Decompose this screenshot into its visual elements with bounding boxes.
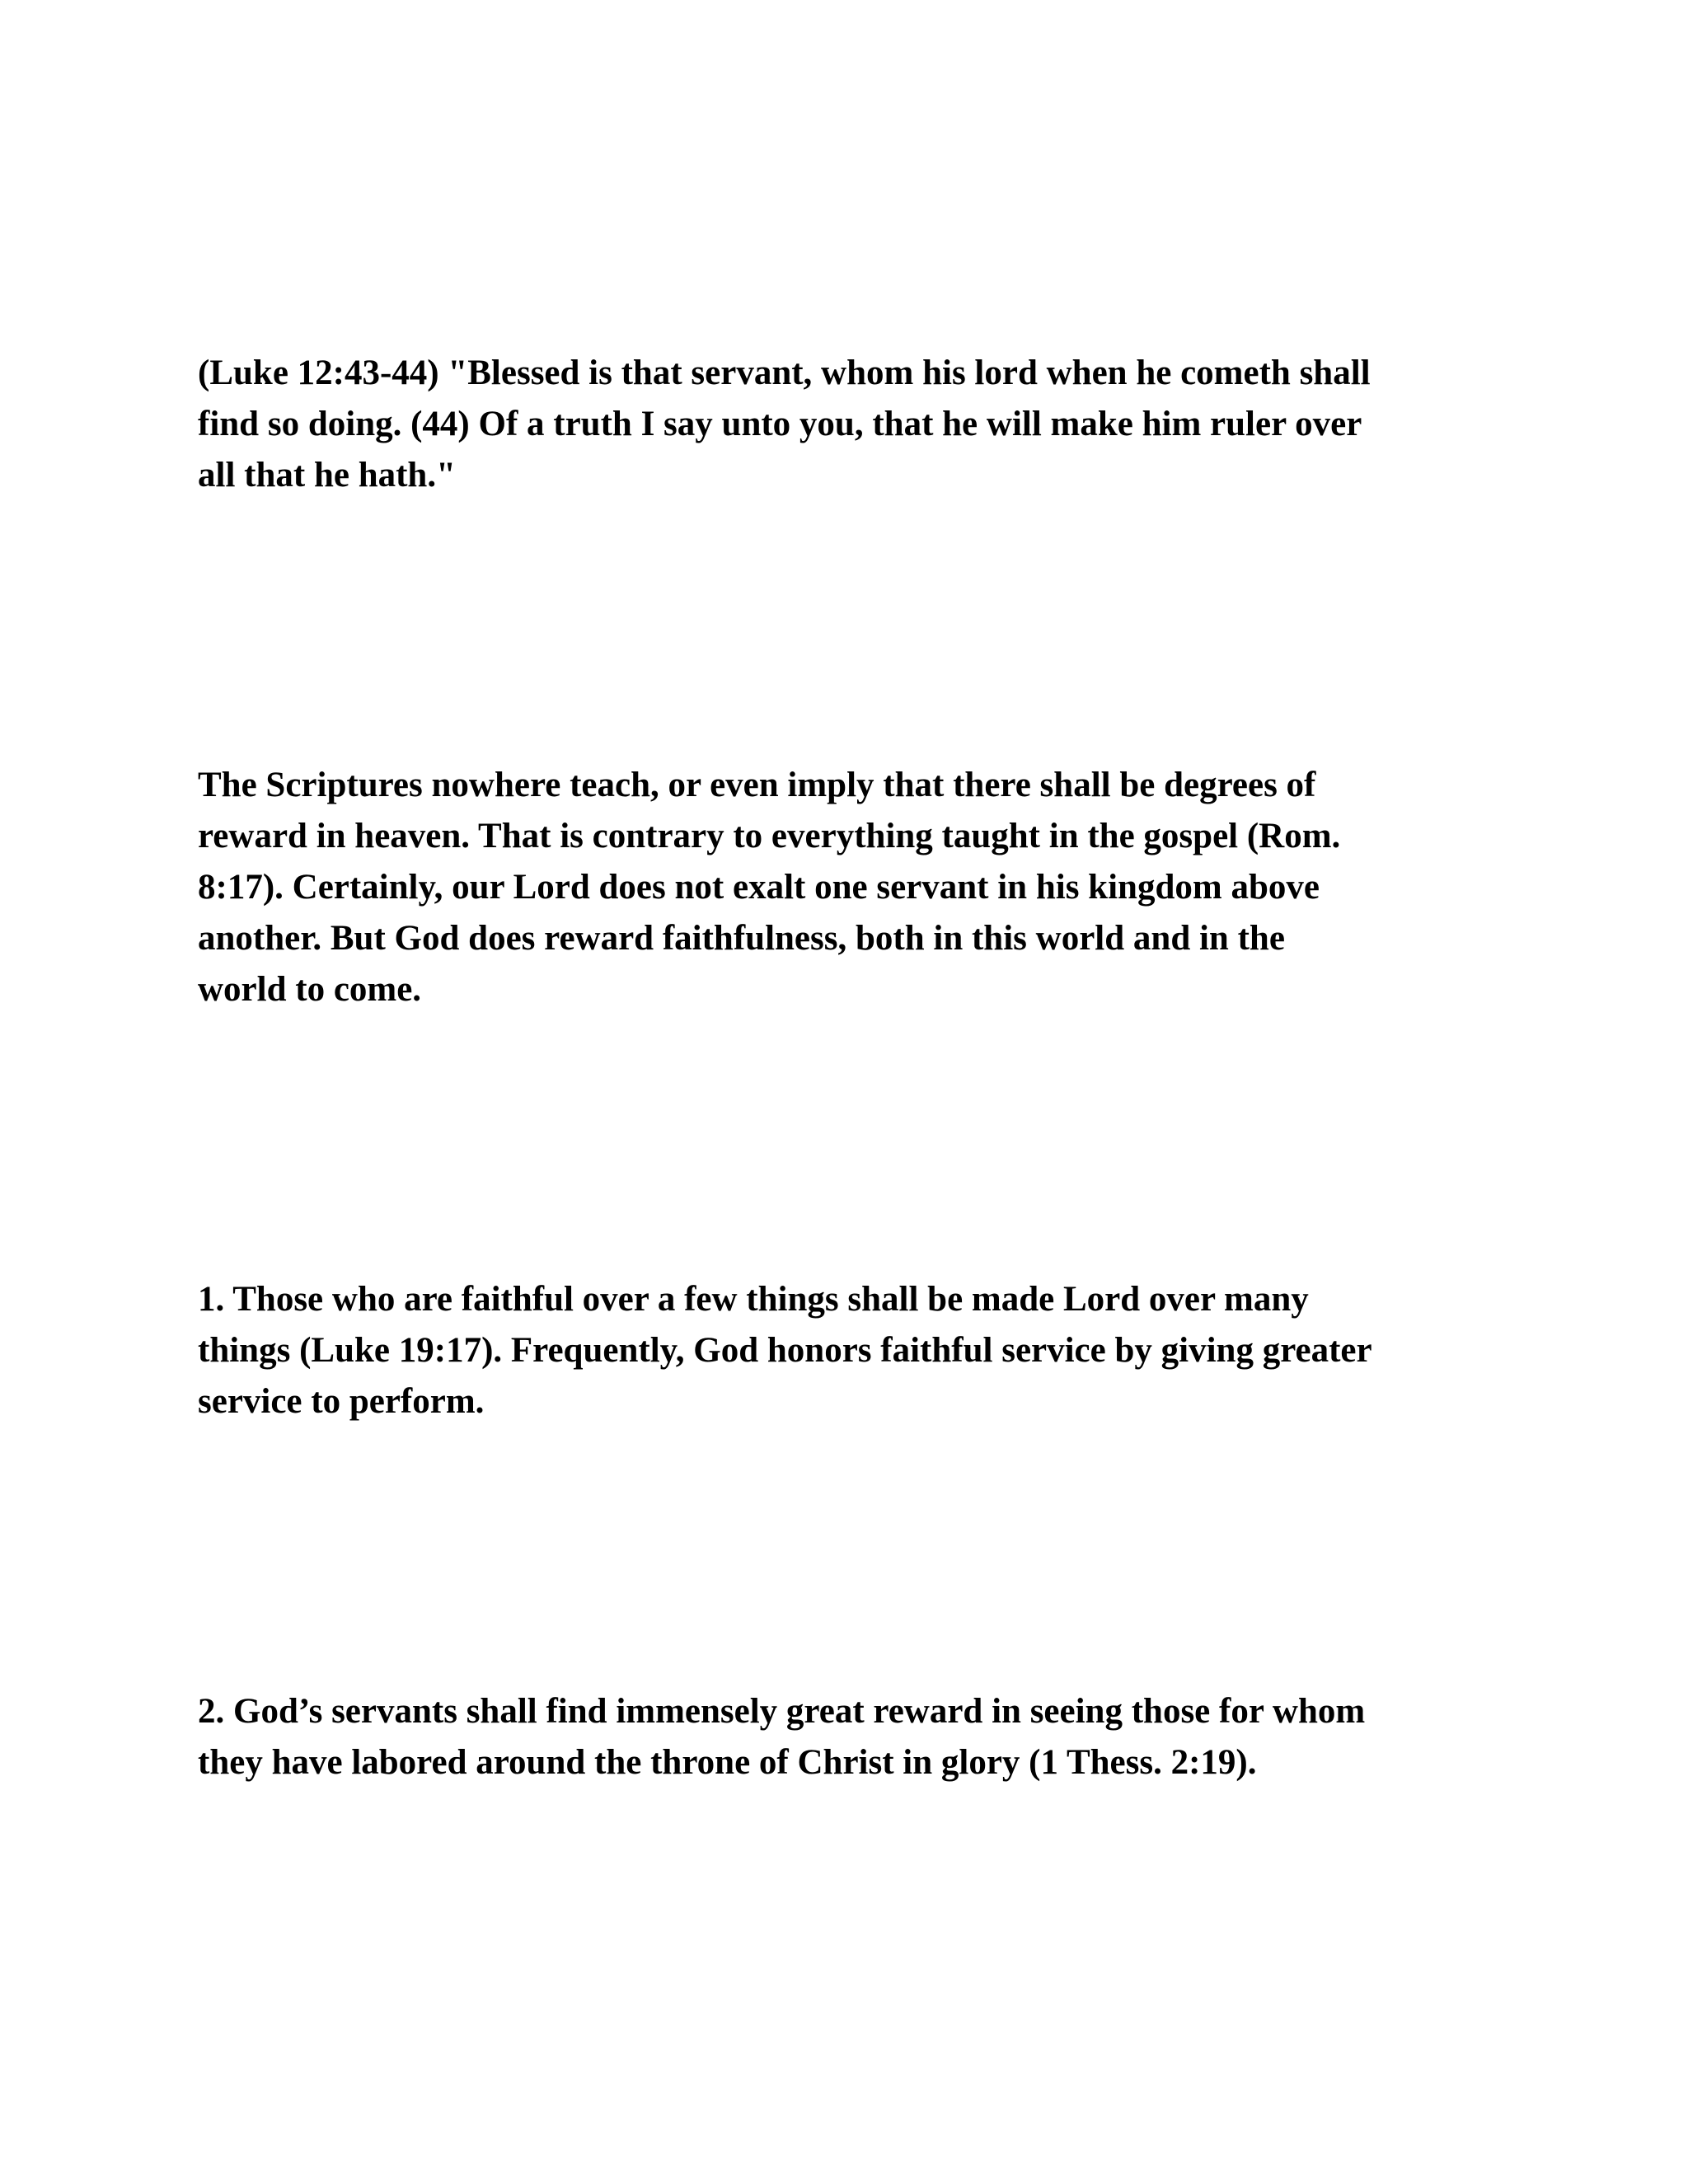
point-two-paragraph <box>198 1686 1500 1788</box>
point-one-paragraph <box>198 1274 1500 1427</box>
text-line: The Scriptures nowhere teach, or even imply that there shall be degrees of <box>198 766 1316 804</box>
text-line: service to perform. <box>198 1382 485 1421</box>
commentary-paragraph <box>198 760 1500 1015</box>
text-line: (Luke 12:43-44) "Blessed is that servant, whom his lord when he cometh shall <box>198 354 1371 392</box>
text-line: they have labored around the throne of Christ in glory (1 Thess. 2:19). <box>198 1743 1257 1782</box>
text-line: 2. God’s servants shall find immensely great reward in seeing those for whom <box>198 1692 1366 1731</box>
text-line: another. But God does reward faithfulness, both in this world and in the <box>198 919 1285 958</box>
text-line: reward in heaven. That is contrary to everything taught in the gospel (Rom. <box>198 817 1341 855</box>
text-line: things (Luke 19:17). Frequently, God honors faithful service by giving greater <box>198 1331 1372 1370</box>
scripture-quote-paragraph <box>198 348 1500 501</box>
text-line: all that he hath." <box>198 456 456 494</box>
text-line: world to come. <box>198 970 422 1009</box>
text-line: 1. Those who are faithful over a few things shall be made Lord over many <box>198 1280 1309 1319</box>
text-line: 8:17). Certainly, our Lord does not exalt one servant in his kingdom above <box>198 868 1320 907</box>
text-line: find so doing. (44) Of a truth I say unto you, that he will make him ruler over <box>198 405 1362 443</box>
